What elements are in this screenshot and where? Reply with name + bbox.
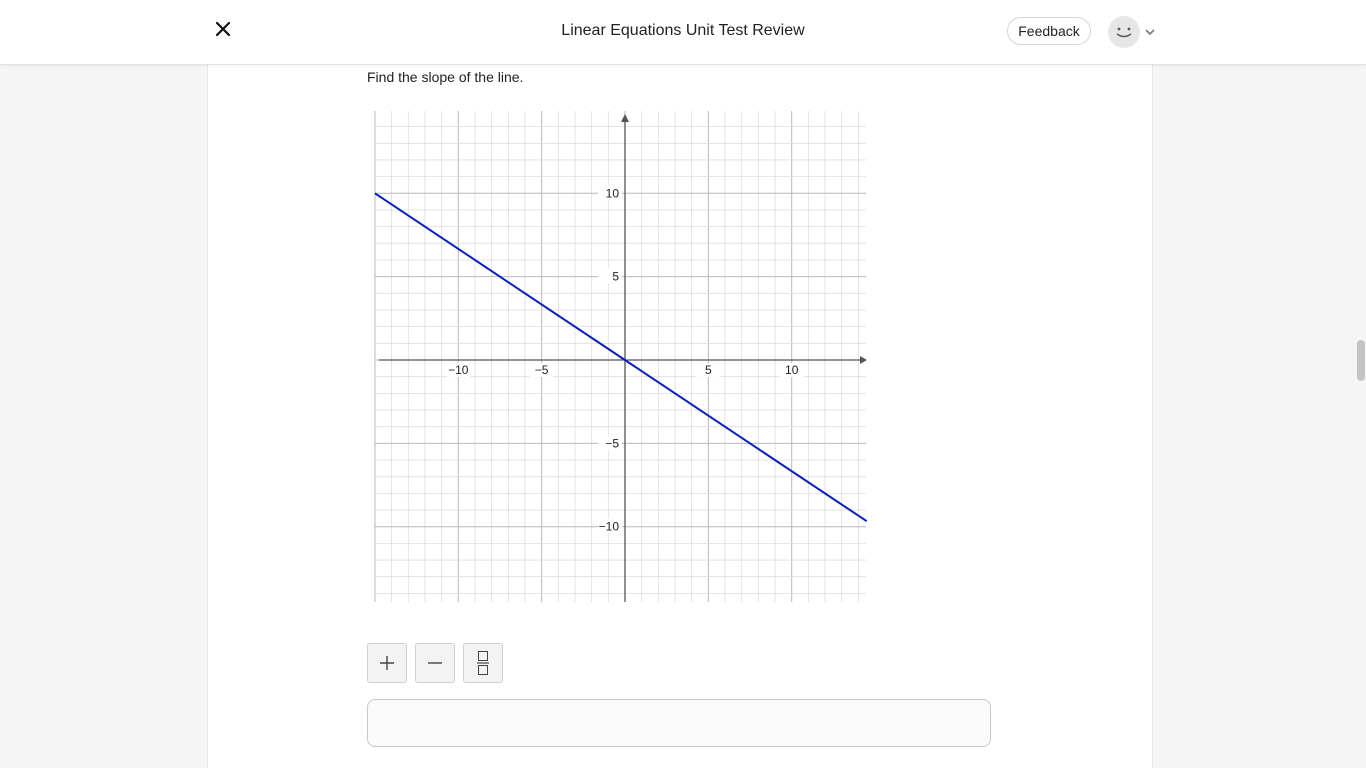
plus-button[interactable] <box>367 643 407 683</box>
x-tick-label: 5 <box>705 363 712 377</box>
smiley-face-icon <box>1114 25 1134 39</box>
plus-icon <box>379 655 395 671</box>
scrollbar-thumb[interactable] <box>1357 340 1365 381</box>
x-tick-label: −10 <box>448 363 469 377</box>
y-tick-label: −10 <box>598 519 619 534</box>
x-axis-arrow <box>860 356 867 364</box>
minus-button[interactable] <box>415 643 455 683</box>
avatar <box>1108 16 1140 48</box>
x-tick-label: −5 <box>534 363 549 377</box>
y-axis-arrow <box>621 114 629 122</box>
fraction-button[interactable] <box>463 643 503 683</box>
chevron-down-icon <box>1144 28 1156 36</box>
fraction-icon <box>476 650 490 676</box>
y-tick-label: 10 <box>605 186 619 201</box>
y-tick-label: 5 <box>612 269 619 284</box>
x-tick-label: 10 <box>785 363 799 377</box>
plotted-line <box>375 193 867 521</box>
minus-icon <box>427 655 443 671</box>
coordinate-graph <box>367 108 877 608</box>
account-menu[interactable] <box>1108 15 1160 49</box>
top-bar <box>0 0 1366 65</box>
graph-svg <box>367 108 877 608</box>
answer-input[interactable] <box>367 699 991 747</box>
page-title: Linear Equations Unit Test Review <box>561 22 805 39</box>
feedback-button[interactable]: Feedback <box>1007 17 1091 45</box>
y-tick-label: −5 <box>605 436 619 451</box>
question-prompt: Find the slope of the line. <box>367 69 524 85</box>
